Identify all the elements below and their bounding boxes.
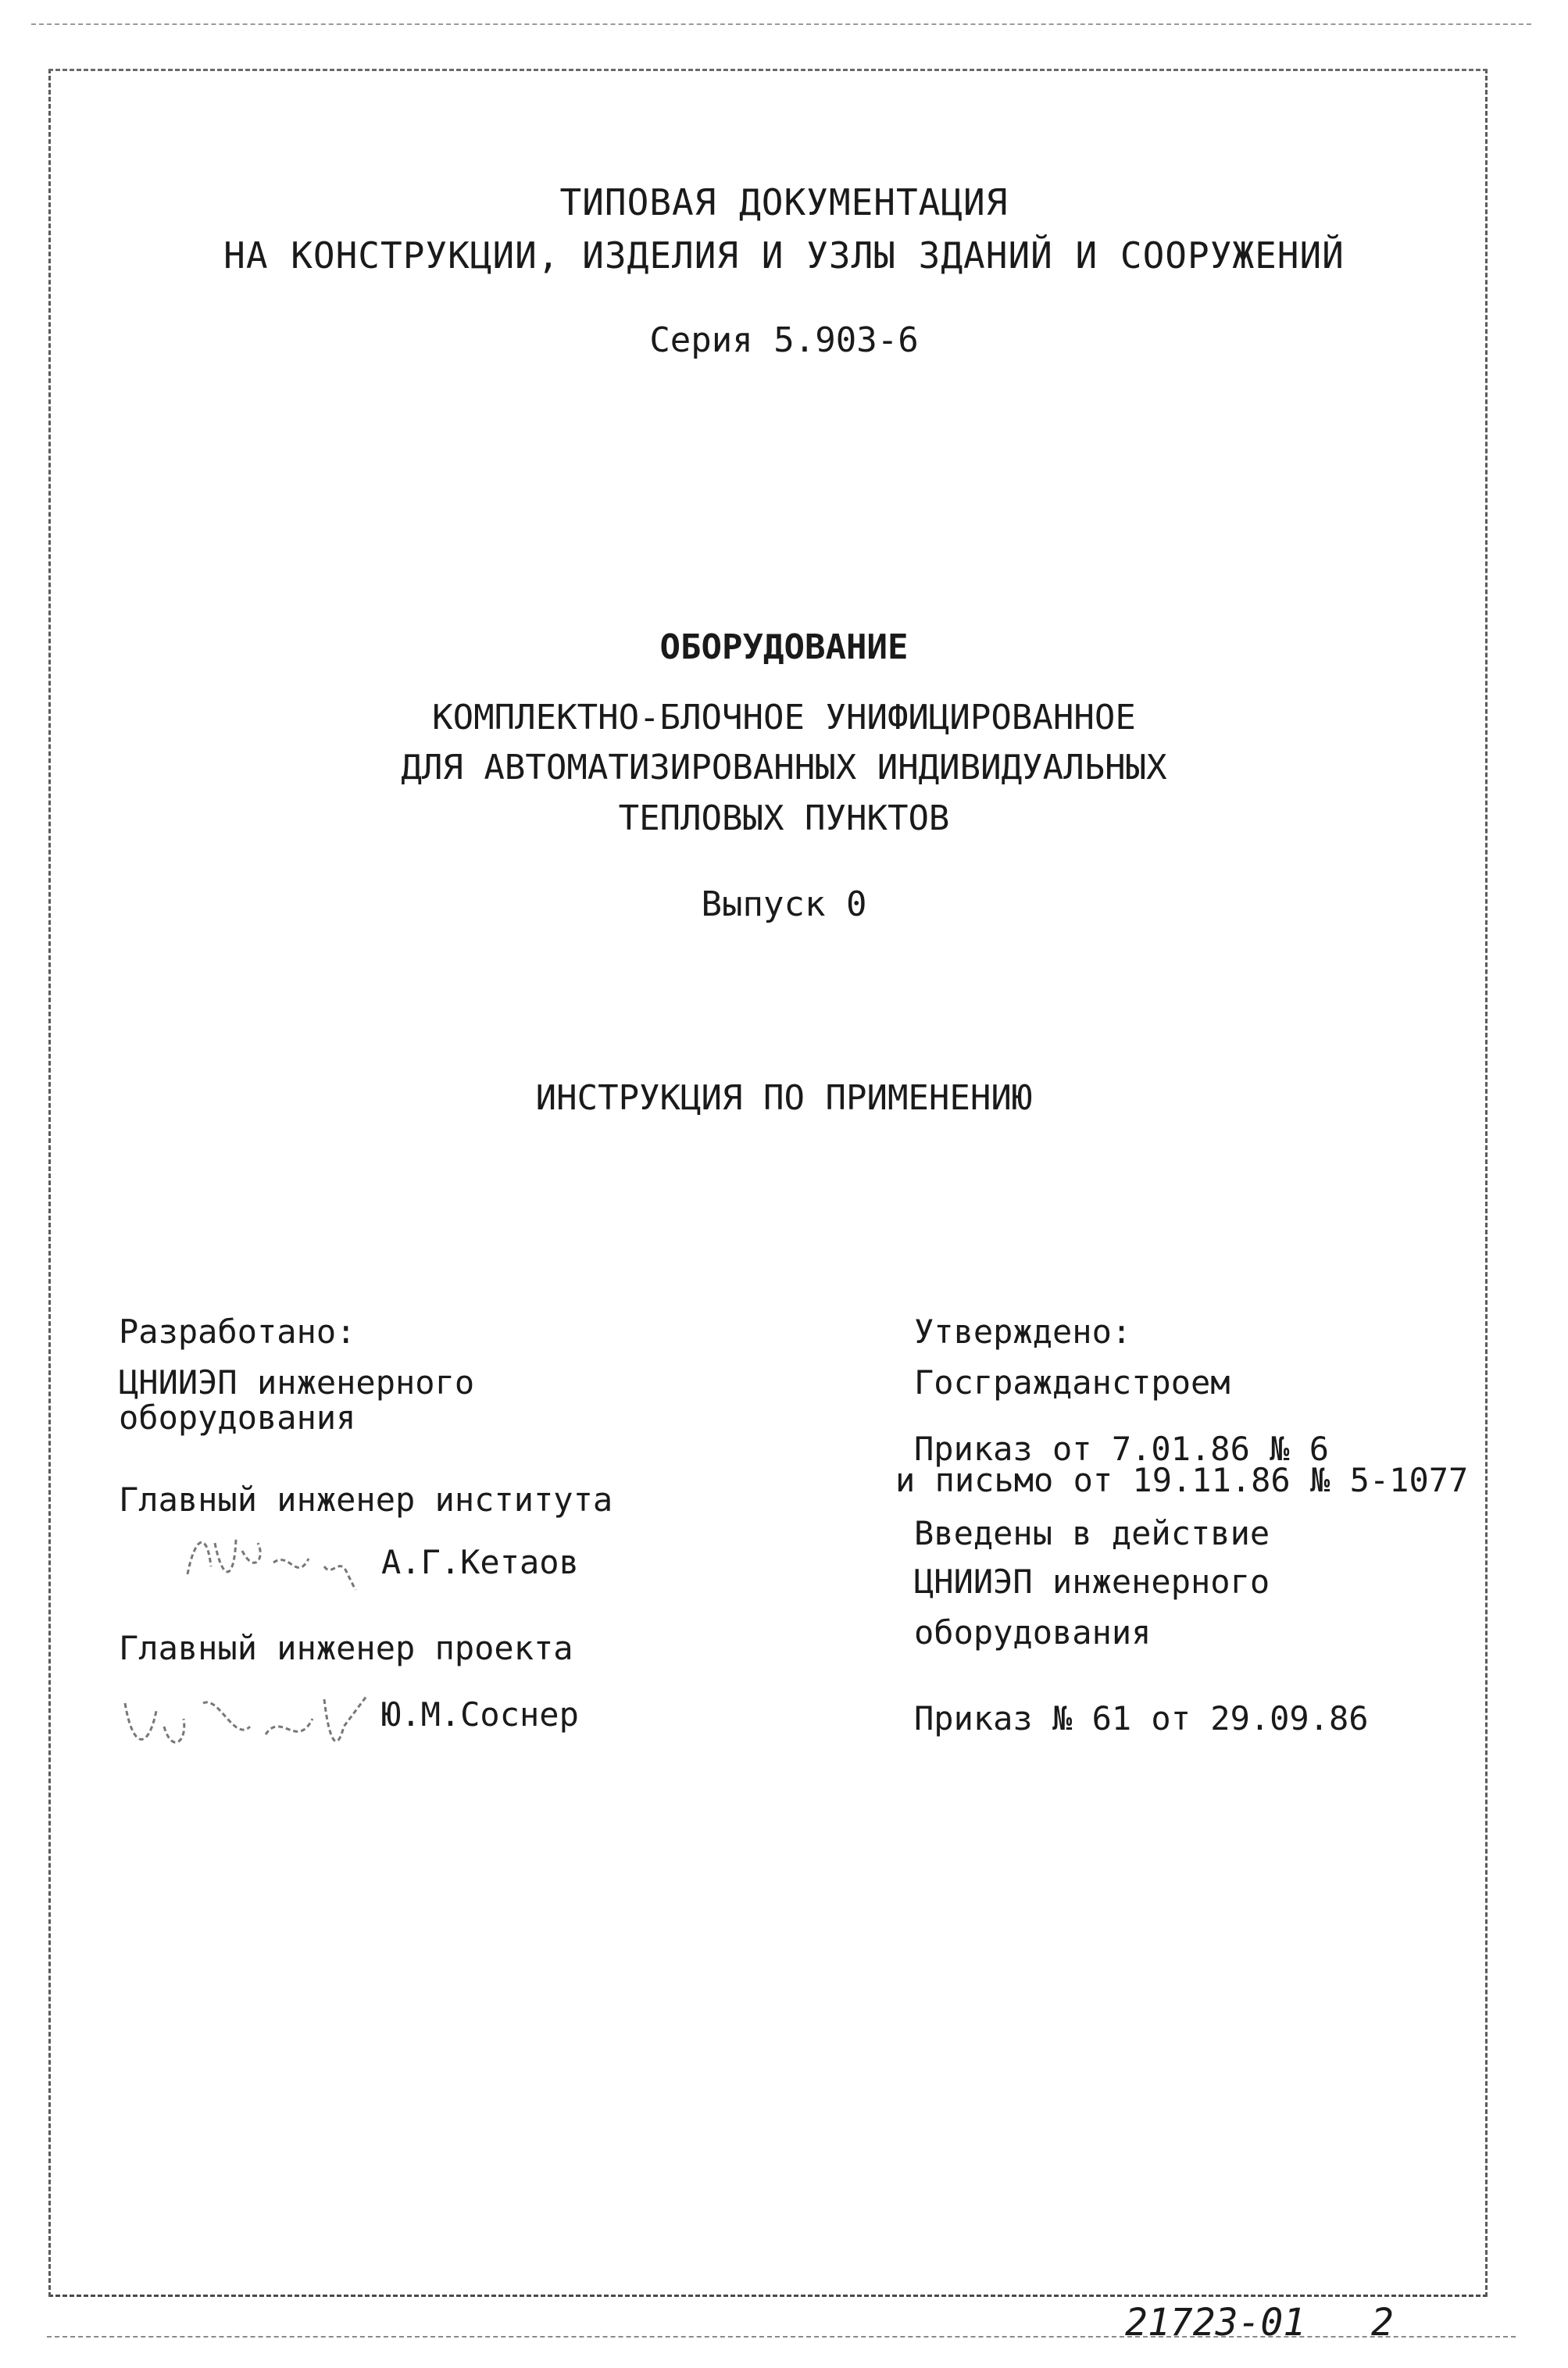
- scan-edge-top: [31, 23, 1531, 25]
- document-title: ОБОРУДОВАНИЕ: [659, 627, 909, 667]
- chief-engineer-signature: [180, 1520, 383, 1598]
- developer-org-line-1: ЦНИИЭП инженерного: [119, 1363, 475, 1402]
- chief-engineer-label: Главный инженер института: [119, 1480, 613, 1519]
- developed-heading: Разработано:: [119, 1313, 356, 1351]
- series-number: Серия 5.903-6: [649, 320, 919, 360]
- project-engineer-signature: [117, 1680, 375, 1766]
- document-number: 21723-01: [1125, 2301, 1306, 2345]
- project-engineer-name: Ю.М.Соснер: [381, 1695, 579, 1734]
- introduced-label: Введены в действие: [914, 1514, 1270, 1552]
- page-number: 2: [1371, 2301, 1394, 2345]
- project-engineer-label: Главный инженер проекта: [119, 1629, 573, 1667]
- page-frame: [48, 69, 1488, 2297]
- developer-org-line-2: оборудования: [119, 1398, 356, 1437]
- subtitle-line-3: ТЕПЛОВЫХ ПУНКТОВ: [618, 798, 950, 838]
- issue-number: Выпуск 0: [701, 884, 867, 924]
- chief-engineer-name: А.Г.Кетаов: [381, 1543, 579, 1581]
- introducing-org-line-1: ЦНИИЭП инженерного: [914, 1563, 1270, 1601]
- subtitle-line-2: ДЛЯ АВТОМАТИЗИРОВАННЫХ ИНДИВИДУАЛЬНЫХ: [401, 748, 1167, 788]
- approving-org: Госгражданстроем: [914, 1363, 1230, 1402]
- header-line-1: ТИПОВАЯ ДОКУМЕНТАЦИЯ: [559, 181, 1009, 223]
- scan-edge-bottom: [47, 2336, 1516, 2338]
- approval-letter: и письмо от 19.11.86 № 5-1077: [895, 1461, 1469, 1499]
- approval-order: Приказ от 7.01.86 № 6: [914, 1430, 1330, 1468]
- introduction-order: Приказ № 61 от 29.09.86: [914, 1699, 1369, 1738]
- approved-heading: Утверждено:: [914, 1313, 1132, 1351]
- instruction-heading: ИНСТРУКЦИЯ ПО ПРИМЕНЕНИЮ: [535, 1078, 1033, 1118]
- introducing-org-line-2: оборудования: [914, 1613, 1152, 1652]
- subtitle-line-1: КОМПЛЕКТНО-БЛОЧНОЕ УНИФИЦИРОВАННОЕ: [432, 698, 1136, 738]
- header-line-2: НА КОНСТРУКЦИИ, ИЗДЕЛИЯ И УЗЛЫ ЗДАНИЙ И СООРУЖЕНИЙ: [223, 234, 1345, 277]
